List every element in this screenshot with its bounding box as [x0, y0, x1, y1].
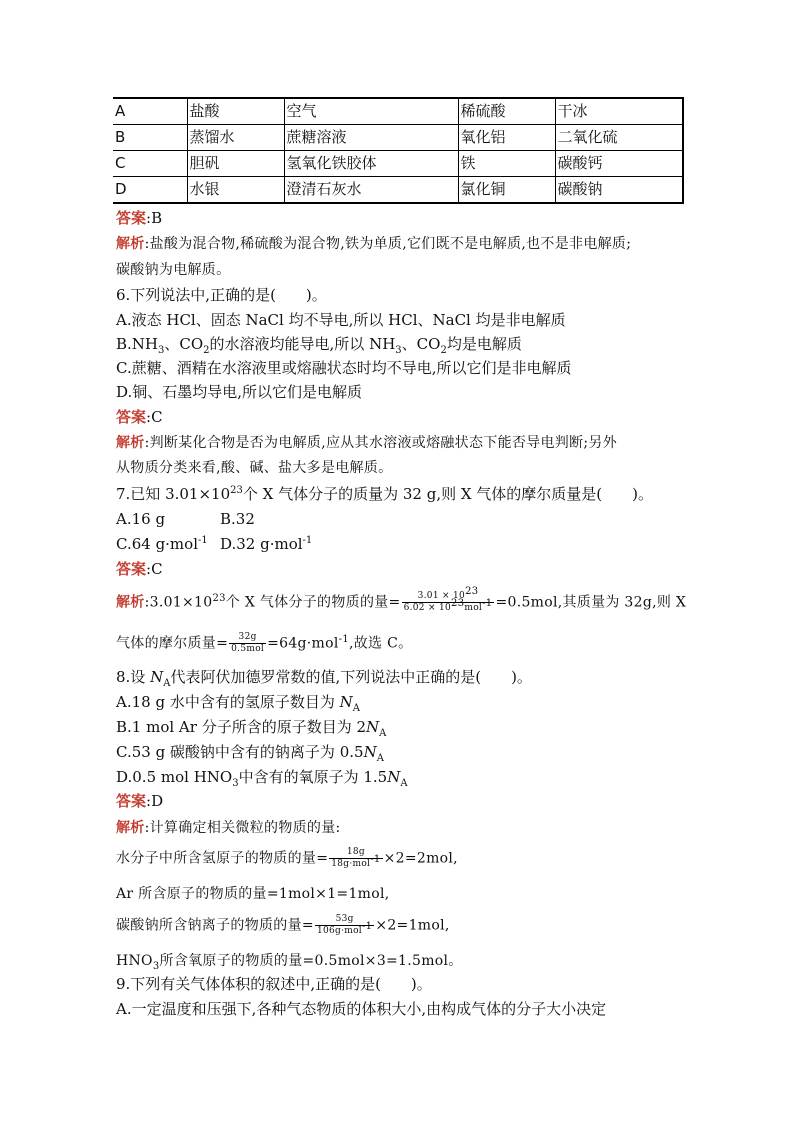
- q8-option-d: D.0.5 mol $HNO_3$中含有的氧原子为 $1.5N_A$: [116, 768, 408, 789]
- table-row: [113, 177, 683, 204]
- table-cell: C: [113, 151, 187, 177]
- table-row: [113, 151, 683, 177]
- q5-answer: 答案:B: [116, 209, 163, 227]
- fraction-1: $\frac{3.01 \times 10^{23}}{6.02 \times 10^{23}mol^{-1}}$: [403, 586, 493, 613]
- table-row: [113, 125, 683, 151]
- q8-option-c: C.53 g 碳酸钠中含有的钠离子为 $0.5N_A$: [116, 743, 384, 764]
- q9-option-a: A.一定温度和压强下,各种气态物质的体积大小,由构成气体的分子大小决定: [116, 1000, 607, 1018]
- table-cell: D: [115, 180, 127, 198]
- table-cell: B: [113, 125, 187, 151]
- q7-answer: 答案:C: [116, 560, 163, 578]
- q5-analysis-cont: 碳酸钠为电解质。: [116, 262, 231, 278]
- classification-table: [113, 97, 684, 204]
- fraction-4: $\frac{53g}{106g\cdot mol^{-1}}$: [316, 914, 373, 936]
- table-cell: 铁: [458, 151, 555, 177]
- q7-options-ab: A.16 g B.32: [116, 510, 255, 528]
- table-cell: 胆矾: [187, 151, 284, 177]
- q8-analysis: 解析:计算确定相关微粒的物质的量:: [116, 820, 341, 836]
- table-cell: 氧化铝: [458, 125, 555, 151]
- q8-stem: 8.设 $N_A$代表阿伏加德罗常数的值,下列说法中正确的是( )。: [116, 668, 532, 689]
- q7-stem: 7.已知 $3.01\times 10^{23}$个 X 气体分子的质量为 32 g,则 X 气体的摩尔质量是( )。: [116, 485, 654, 503]
- fraction-3: $\frac{18g}{18g\cdot mol^{-1}}$: [331, 847, 381, 869]
- q8-calc-3: 碳酸钠所含钠离子的物质的量= $\frac{53g}{106g\cdot mol^{-1}}$ ×2=1mol,: [116, 914, 450, 936]
- q8-calc-2: Ar 所含原子的物质的量=1mol×1=1mol,: [116, 886, 390, 902]
- table-row: [113, 98, 683, 125]
- q6-option-a: A.液态 HCl、固态 NaCl 均不导电,所以 HCl、NaCl 均是非电解质: [116, 311, 566, 329]
- q6-option-c: C.蔗糖、酒精在水溶液里或熔融状态时均不导电,所以它们是非电解质: [116, 359, 572, 377]
- q6-option-b: $B.NH_3$、$CO_2$的水溶液均能导电,所以 $NH_3$、$CO_2$均是电解质: [116, 335, 522, 356]
- q7-analysis: 解析$:3.01\times 10^{23}$个 X 气体分子的物质的量= $\frac{3.01 \times 10^{23}}{6.02 \times 10^{23}mol^{-1}}$ =0.5mol,其质量为 32g,则 X: [116, 586, 687, 613]
- q6-analysis-cont: 从物质分类来看,酸、碱、盐大多是电解质。: [116, 460, 393, 476]
- q9-stem: 9.下列有关气体体积的叙述中,正确的是( )。: [116, 975, 432, 993]
- table-cell: 氢氧化铁胶体: [284, 151, 458, 177]
- q8-option-b: B.1 mol Ar 分子所含的原子数目为 $2N_A$: [116, 718, 387, 739]
- q8-calc-1: 水分子中所含氢原子的物质的量= $\frac{18g}{18g\cdot mol^{-1}}$ ×2=2mol,: [116, 847, 458, 869]
- table-cell: 碳酸钠: [555, 177, 683, 204]
- q6-stem: 6.下列说法中,正确的是( )。: [116, 286, 327, 304]
- table-cell: 蒸馏水: [187, 125, 284, 151]
- q5-analysis: 解析:盐酸为混合物,稀硫酸为混合物,铁为单质,它们既不是电解质,也不是非电解质;: [116, 236, 632, 252]
- table-cell: 蔗糖溶液: [284, 125, 458, 151]
- table-cell: 氯化铜: [458, 177, 555, 204]
- q8-answer: 答案:D: [116, 792, 164, 810]
- table-cell: 干冰: [555, 98, 683, 125]
- table-cell: 二氧化硫: [555, 125, 683, 151]
- table-cell: 稀硫酸: [458, 98, 555, 125]
- table-cell: 水银: [187, 177, 284, 204]
- table-cell: A: [113, 98, 187, 125]
- q8-option-a: A.18 g 水中含有的氢原子数目为 $N_A$: [116, 693, 360, 714]
- q6-answer: 答案:C: [116, 408, 163, 426]
- q7-options-cd: C.64 g·mol$^{-1}$ D.32 g·mol$^{-1}$: [116, 535, 313, 553]
- table-cell: 澄清石灰水: [284, 177, 458, 204]
- table-cell: 空气: [284, 98, 458, 125]
- fraction-2: $\frac{32g}{\text{0.5mol}}$: [231, 632, 265, 654]
- table-cell: 碳酸钙: [555, 151, 683, 177]
- q7-analysis-cont: 气体的摩尔质量= $\frac{32g}{\text{0.5mol}}$ =64g·mol$^{-1}$,故选 C。: [116, 632, 413, 654]
- q6-option-d: D.铜、石墨均导电,所以它们是电解质: [116, 383, 363, 401]
- table-cell: 盐酸: [187, 98, 284, 125]
- q8-calc-4: $HNO_3$所含氧原子的物质的量=0.5mol×3=1.5mol。: [116, 953, 463, 972]
- q6-analysis: 解析:判断某化合物是否为电解质,应从其水溶液或熔融状态下能否导电判断;另外: [116, 435, 617, 451]
